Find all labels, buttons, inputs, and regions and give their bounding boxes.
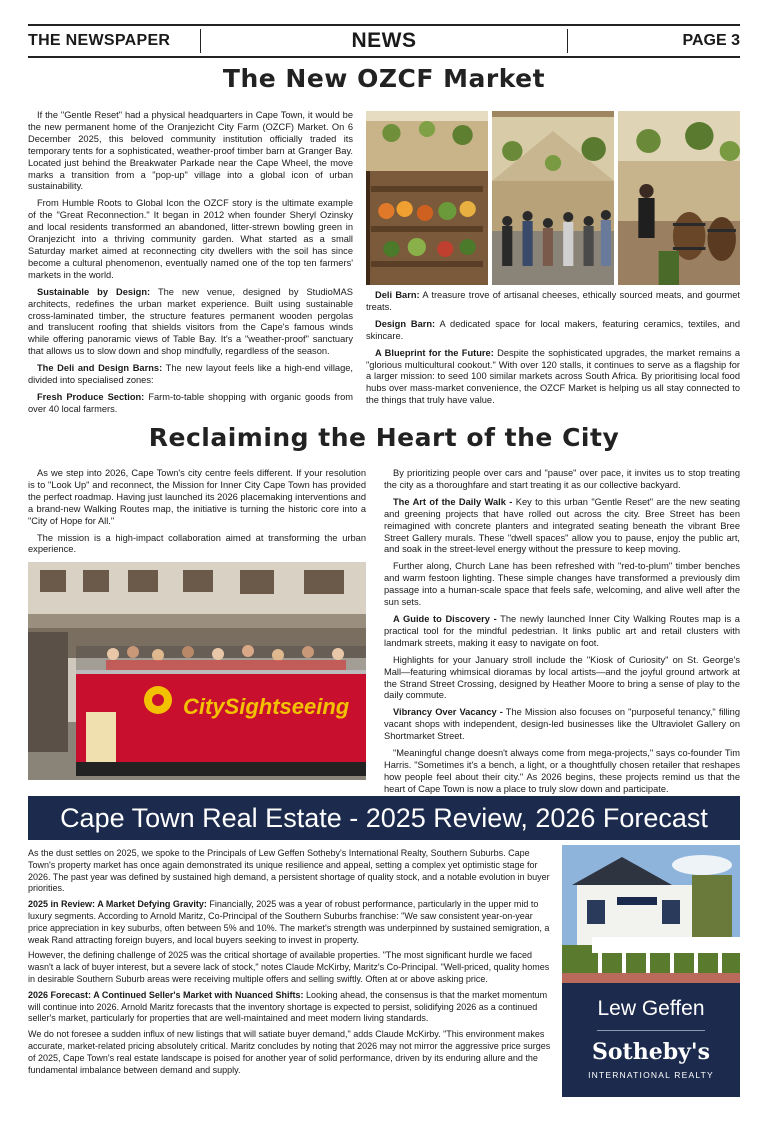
ozcf-headline: The New OZCF Market (222, 64, 546, 93)
paragraph-body: Looking ahead, the consensus is that the market momentum will continue into 2026. Arnold Maritz forecasts that the inventory shortage is expected to persist, solidifying 2026 as a continued seller's market, particularly for properties that are well-maintained and meet modern living standards. (28, 989, 548, 1024)
masthead-page-number: PAGE 3 (682, 32, 740, 49)
masthead (28, 24, 740, 58)
masthead-paper-name: THE NEWSPAPER (28, 32, 171, 49)
paragraph: As we step into 2026, Cape Town's city centre feels different. If your resolution is to "Look Up" and reconnect, the Mission for Inner City Cape Town has provided the perfect roadmap. Having just launched its 2026 placemaking interventions and a brand-new Walking Routes map, the initiative is turning the historic core into a "City of Hope for All." (28, 468, 366, 526)
paragraph (384, 707, 740, 743)
paragraph: As the dust settles on 2025, we spoke to the Principals of Lew Geffen Sotheby's International Realty, Southern Suburbs. Cape Town's property market has once again demonstrated its unique resilience and appeal, setting a complex yet optimistic stage for 2026. The past year was defined by sustained high demand, a persistent shortage of quality stock, and a notable evolution in buyer priorities. (28, 848, 550, 894)
paragraph-title: Fresh Produce Section: (37, 391, 145, 402)
paragraph-body: Financially, 2025 was a year of robust performance, particularly in the upper mid to luxury segments. According to Arnold Maritz, Co-Principal of the Southern Suburbs franchise: "We saw consistent year-on-year price appreciation in key suburbs, often between 5% and 10%. The market's strength was underpinned by sustained semigration, a weak Rand attracting foreign buyers, and local buyers seeking to invest in property. (28, 899, 550, 945)
paragraph-title: A Blueprint for the Future: (375, 347, 494, 358)
paragraph-title: 2025 in Review: A Market Defying Gravity: (28, 899, 207, 910)
real-estate-banner: Cape Town Real Estate - 2025 Review, 2026 Forecast (28, 796, 740, 840)
paragraph-title: 2026 Forecast: A Continued Seller's Market with Nuanced Shifts: (28, 989, 304, 1000)
ozcf-right-column (366, 290, 740, 412)
paragraph-body: Farm-to-table shopping with organic goods from over 40 local farmers. (28, 391, 354, 414)
paragraph: The mission is a high-impact collaboration aimed at transforming the urban experience. (28, 532, 366, 555)
paragraph (384, 614, 740, 650)
paragraph-body: Despite the sophisticated upgrades, the market remains a "glorious multicultural cookout." With over 120 stalls, it continues to serve as a flagship for a larger mission: to seed 100 similar markets across South Africa. By prioritising local food hubs over mass-market convenience, the OZCF Market is helping us all stay connected to the things that truly have value. (366, 347, 740, 406)
ozcf-photo-strip (366, 111, 740, 285)
paragraph-body: The Mission also focuses on "purposeful tenancy," filling vacant shops with independent, design-led businesses like the Ultraviolet Gallery on Shortmarket Street. (384, 707, 741, 742)
market-produce-photo (366, 111, 488, 285)
market-crowd-photo (492, 111, 614, 285)
logo-lew-geffen: Lew Geffen (597, 997, 705, 1020)
paragraph (28, 363, 353, 387)
sightseeing-bus-photo (28, 562, 366, 780)
bus-sign-text: CitySightseeing (183, 694, 350, 719)
paragraph (28, 899, 554, 946)
paragraph-title: Design Barn: (375, 318, 436, 329)
masthead-section: NEWS (351, 29, 417, 52)
paragraph-body: The new venue, designed by StudioMAS architects, redefines the urban market experience. Built using sustainable cross-laminated timber, the structure features permanent wooden pergolas and translucent roofing that shields visitors from the Cape's famous winds while offering panoramic views of Table Bay. It's a "weather-proof" sanctuary that allows us to slow down and shop mindfully, regardless of the season. (28, 286, 353, 357)
office-building-photo (562, 845, 740, 983)
market-barrels-photo (618, 111, 740, 285)
paragraph-body: The newly launched Inner City Walking Routes map is a practical tool for the mindful pedestrian. It links public art and retail clusters with landmark streets, making it easy to navigate on foot. (384, 613, 740, 648)
paragraph-title: A Guide to Discovery - (393, 613, 497, 624)
paragraph (28, 392, 353, 416)
city-headline: Reclaiming the Heart of the City (148, 423, 620, 452)
paragraph (28, 287, 353, 358)
paragraph: We do not foresee a sudden influx of new listings that will satiate buyer demand," adds Claude McKirby. "This environment makes accurate, market-related pricing absolutely critical. Maritz concludes by noting that 2026 may not mirror the aggressive price surges of 2025, Cape Town's real estate landscape is poised for another year of solid performance, driven by its enduring allure and the fundamental imbalance between demand and supply. (28, 1029, 551, 1075)
paragraph: From Humble Roots to Global Icon the OZCF story is the ultimate example of the "Great Reconnection." It began in 2012 when founder Sheryl Ozinsky and local residents transformed an abandoned, litter-strewn bowling green in Oranjezicht into a thriving community garden. What started as a small Saturday market aimed at reconnecting city dwellers with the soil has since become a cultural phenomenon, eventually named one of the top ten farmers' markets in the world. (28, 198, 353, 280)
paragraph-body: A treasure trove of artisanal cheeses, ethically sourced meats, and gourmet treats. (366, 290, 740, 312)
paragraph: "Meaningful change doesn't always come from mega-projects," says co-founder Tim Harris. "Sometimes it's a bench, a light, or a thoughtfully chosen retailer that reshapes how people feel about their city." As 2026 begins, these projects remind us that the heart of Cape Town is now a place to truly slow down and participate. (384, 748, 740, 794)
paragraph (366, 290, 740, 314)
logo-sothebys: Sotheby's (591, 1039, 710, 1065)
paragraph-title: The Deli and Design Barns: (37, 363, 163, 374)
logo-divider (597, 1030, 705, 1031)
paragraph: However, the defining challenge of 2025 was the critical shortage of available properties. "The most significant hurdle we faced wasn't a lack of buyer interest, but a severe lack of stock," notes Claude McKirby, Maritz's Co-Principal. "Well-priced, quality homes in desirable Southern Suburb areas were receiving multiple offers and selling swiftly. Often at or above asking price. (28, 950, 550, 984)
ozcf-left-column (28, 110, 353, 421)
paragraph-body: The new layout feels like a high-end village, divided into specialised zones: (28, 363, 353, 386)
paragraph-title: Vibrancy Over Vacancy - (393, 707, 503, 718)
paragraph: If the "Gentle Reset" had a physical headquarters in Cape Town, it would be the new permanent home of the Oranjezicht City Farm (OZCF) Market. On 6 December 2025, this beloved community institution officially traded its temporary tents for a sophisticated, weather-proof timber barn at Granger Bay. Located just behind the Breakwater Parkade near the Cape Wheel, the move marks a transition from a "pop-up" village into a global icon of urban sustainability. (28, 110, 353, 192)
paragraph (384, 497, 740, 557)
paragraph (366, 319, 740, 343)
paragraph-body: A dedicated space for local makers, featuring ceramics, textiles, and skincare. (366, 318, 741, 341)
paragraph: Highlights for your January stroll include the "Kiosk of Curiosity" on St. George's Mall—featuring whimsical dioramas by local artists—and the joyful ground artwork at the Strand Street Crossing, designed by Heather Moore to bring a sense of play to the daily commute. (384, 654, 740, 701)
sothebys-logo (562, 983, 740, 1097)
paragraph-title: Deli Barn: (375, 290, 420, 300)
paragraph: Further along, Church Lane has been refreshed with "red-to-plum" timber benches and warm festoon lighting. These simple changes have transformed a previously dim passage into a human-scale space that feels safe, welcoming, and alive well after the sun sets. (384, 561, 740, 608)
paragraph (366, 348, 740, 408)
paragraph-title: Sustainable by Design: (37, 286, 151, 297)
paragraph-title: The Art of the Daily Walk - (393, 496, 513, 507)
real-estate-text (28, 848, 554, 1080)
paragraph-body: Key to this urban "Gentle Reset" are the new seating and greening projects that have rolled out across the city. Bree Street has been reimagined with concrete planters and integrated seating beneath the vibrant Bree Street Gallery murals. These "dwell spaces" allow you to pause, enjoy the public art, and soak in the street-level energy without the pressure to keep moving. (384, 496, 741, 555)
logo-international-realty: INTERNATIONAL REALTY (588, 1070, 714, 1080)
paragraph (28, 990, 554, 1025)
city-right-column (384, 468, 740, 801)
city-left-column (28, 468, 366, 561)
paragraph: By prioritizing people over cars and "pause" over pace, it invites us to stop treating the city as a thoroughfare and start treating it as our collective backyard. (384, 468, 740, 490)
